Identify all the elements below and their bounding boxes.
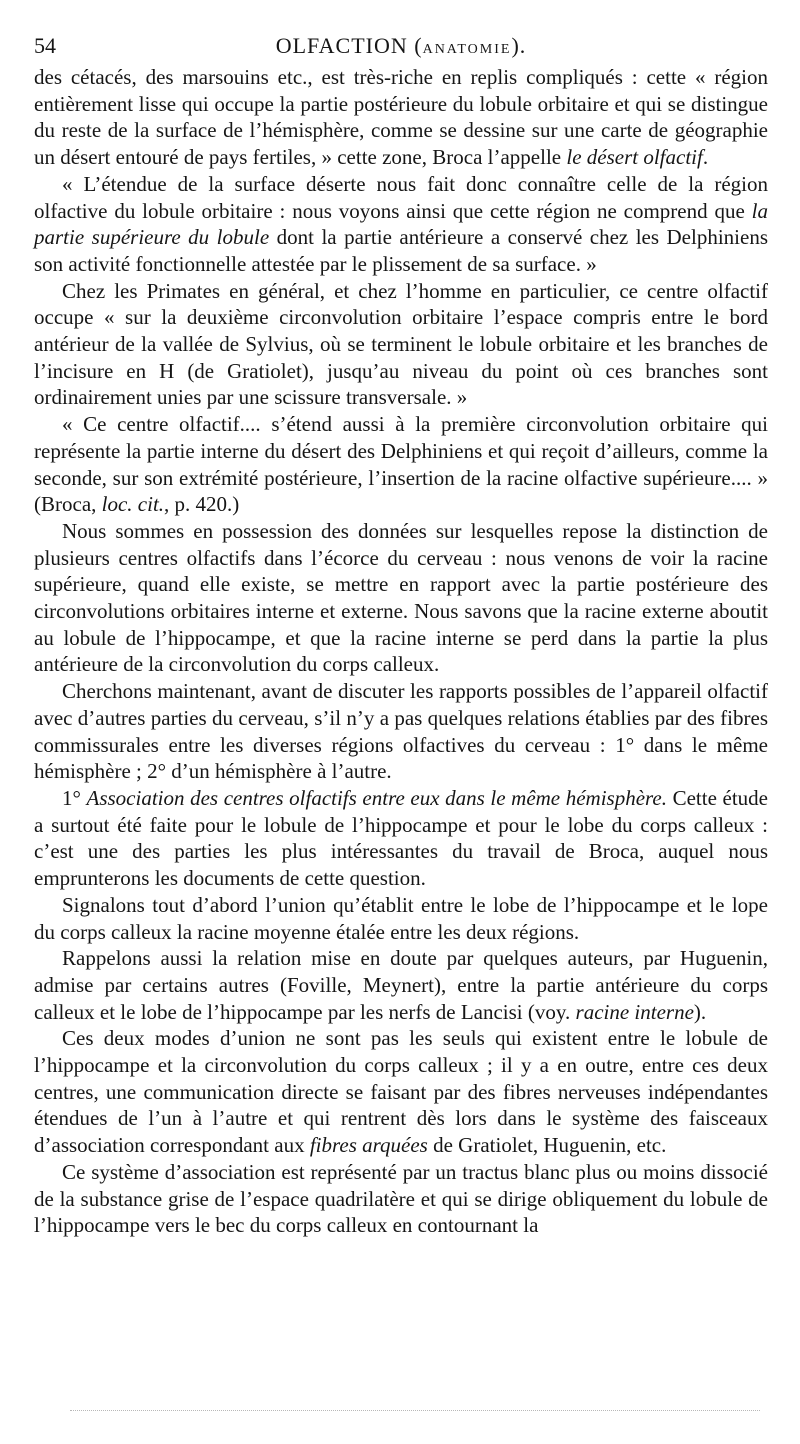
paragraph bbox=[34, 411, 768, 518]
running-title-main: OLFACTION bbox=[275, 33, 408, 58]
text-run: Signalons tout d’abord l’union qu’établit entre le lobe de l’hippocampe et le lope du corps calleux la racine moyenne étalée entre les deux régions. bbox=[34, 892, 768, 944]
text-run: des cétacés, des marsouins etc., est très-riche en replis compliqués : cette « région entièrement lisse qui occupe la partie postérieure du lobule orbitaire et qui se distingue du reste de la surface de l’hémisphère, comme se dessine sur une carte de géographie un désert entouré de pays fertiles, » cette zone, Broca l’appelle bbox=[34, 65, 768, 170]
italic-text: fibres arquées bbox=[309, 1133, 428, 1158]
text-run: « L’étendue de la surface déserte nous fait donc connaître celle de la région olfactive du lobule orbitaire : nous voyons ainsi que cette région ne comprend que bbox=[34, 171, 768, 223]
italic-text: le désert olfactif bbox=[566, 145, 703, 170]
body-text bbox=[34, 64, 768, 1239]
italic-text: Association des centres olfactifs entre eux dans le même hémisphère. bbox=[86, 785, 667, 810]
running-title bbox=[34, 28, 768, 68]
book-page bbox=[34, 28, 768, 1239]
text-run: dont la partie antérieure a conservé chez les Delphiniens son activité fonctionnelle attestée par le plissement de sa surface. » bbox=[34, 225, 768, 276]
running-title-section: ANATOMIE bbox=[422, 42, 512, 57]
text-run: Nous sommes en possession des données sur lesquelles repose la distinction de plusieurs centres olfactifs dans l’écorce du cerveau : nous venons de voir la racine supérieure, quand elle existe, se mettre en rapport avec la partie postérieure des circonvolutions orbitaires interne et externe. Nous savons que la racine externe aboutit au lobule de l’hippocampe, et que la racine interne se perd dans la partie la plus antérieure de la circonvolution du corps calleux. bbox=[34, 518, 768, 677]
italic-text: loc. cit. bbox=[101, 492, 165, 517]
text-run: « Ce centre olfactif.... s’étend aussi à la première circonvolution orbitaire qui représente la partie interne du désert des Delphiniens et qui reçoit d’ailleurs, comme la seconde, sur son extrémité postérieure, l’insertion de la racine olfactive supérieure.... » (Broca, bbox=[34, 412, 768, 517]
paragraph bbox=[34, 892, 768, 945]
paragraph bbox=[34, 1159, 768, 1239]
text-run: ). bbox=[693, 999, 707, 1024]
text-run: 1° bbox=[62, 785, 87, 810]
paragraph bbox=[34, 64, 768, 171]
paragraph bbox=[34, 945, 768, 1025]
text-run: Cherchons maintenant, avant de discuter les rapports possibles de l’appareil olfactif avec d’autres parties du cerveau, s’il n’y a pas quelques relations établies par des fibres commissurales entre les diverses régions olfactives du cerveau : 1° dans le même hémisphère ; 2° d’un hémisphère à l’autre. bbox=[34, 679, 768, 784]
text-run: . bbox=[702, 145, 709, 170]
running-head bbox=[34, 28, 768, 64]
running-title-close: ). bbox=[511, 33, 527, 58]
paragraph bbox=[34, 278, 768, 412]
bottom-divider bbox=[70, 1410, 760, 1411]
text-run: de Gratiolet, Huguenin, etc. bbox=[427, 1133, 667, 1158]
text-run: Ce système d’association est représenté par un tractus blanc plus ou moins dissocié de la substance grise de l’espace quadrilatère et qui se dirige obliquement du lobule de l’hippocampe vers le bec du corps calleux en contournant la bbox=[34, 1159, 768, 1238]
text-run: Chez les Primates en général, et chez l’homme en particulier, ce centre olfactif occupe « sur la deuxième circonvolution orbitaire l’espace compris entre le bord antérieur de la vallée de Sylvius, où se terminent le lobule orbitaire et les branches de l’incisure en H (de Gratiolet), jusqu’au niveau du point où ces branches sont ordinairement unies par une scissure transversale. » bbox=[34, 278, 768, 410]
text-run: Rappelons aussi la relation mise en doute par quelques auteurs, par Huguenin, admise par certains autres (Foville, Meynert), entre la partie antérieure du corps calleux et le lobe de l’hippocampe par les nerfs de Lancisi (voy. bbox=[34, 946, 768, 1024]
paragraph bbox=[34, 518, 768, 678]
paragraph bbox=[34, 785, 768, 892]
text-run: Ces deux modes d’union ne sont pas les seuls qui existent entre le lobule de l’hippocampe et la circonvolution du corps calleux ; il y a en outre, entre ces deux centres, une communication directe se faisant par des fibres nerveuses indépendantes étendues de l’un à l’autre et qui rentrent dès lors dans le système des faisceaux d’association correspondant aux bbox=[34, 1026, 768, 1158]
text-run: , p. 420.) bbox=[164, 492, 240, 517]
italic-text: la partie supérieure du lobule bbox=[34, 198, 768, 250]
running-title-open: ( bbox=[407, 33, 423, 58]
paragraph bbox=[34, 171, 768, 278]
italic-text: racine interne bbox=[575, 999, 694, 1024]
text-run: Cette étude a surtout été faite pour le lobule de l’hippocampe et pour le lobe du corps calleux : c’est une des parties les plus intéressantes du travail de Broca, auquel nous emprunterons les documents de cette question. bbox=[34, 785, 768, 891]
page-number: 54 bbox=[34, 33, 56, 58]
paragraph bbox=[34, 1025, 768, 1159]
paragraph bbox=[34, 678, 768, 785]
